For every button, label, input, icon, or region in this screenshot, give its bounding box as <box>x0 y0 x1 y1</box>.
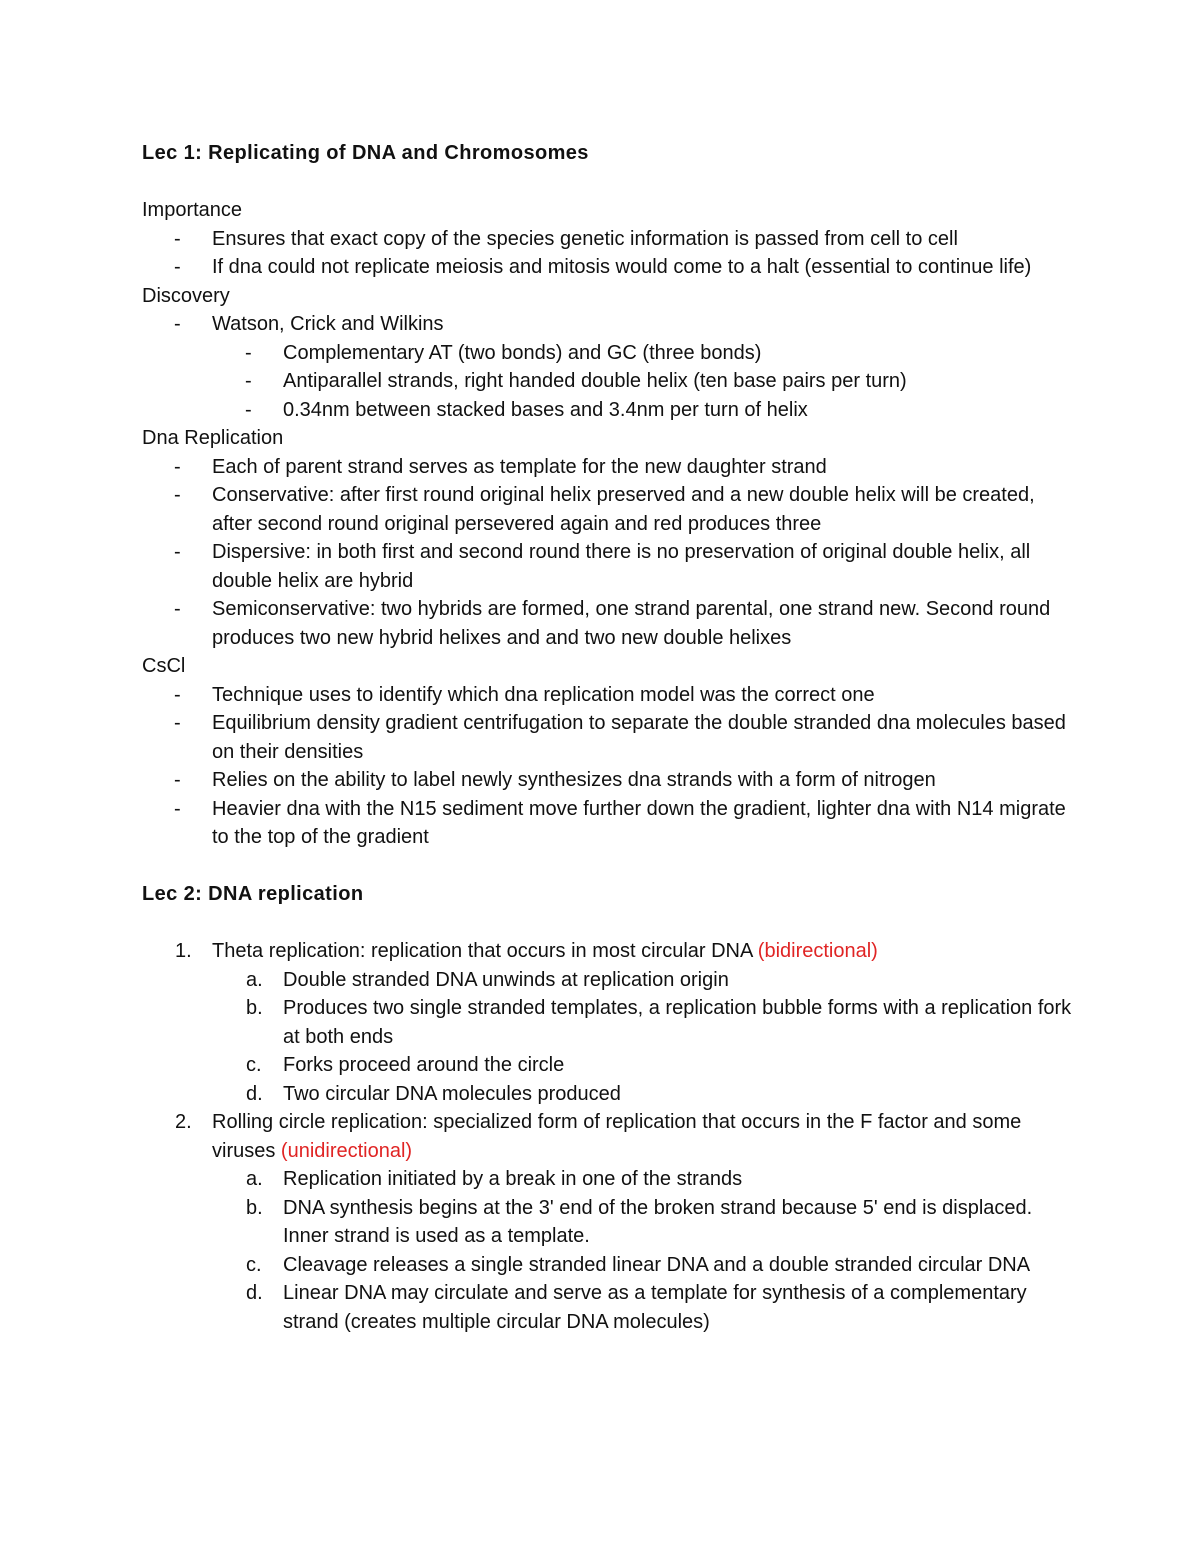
list-subitem <box>142 367 1072 396</box>
item-letter: b. <box>246 1196 263 1219</box>
dash-bullet: - <box>245 370 252 392</box>
dash-bullet: - <box>174 769 181 791</box>
section-dna-replication-title: Dna Replication <box>142 427 284 449</box>
list-item <box>142 253 1072 282</box>
dash-bullet: - <box>174 455 181 478</box>
list-subitem-text: Antiparallel strands, right handed double helix (ten base pairs per turn) <box>283 370 907 392</box>
dash-bullet: - <box>245 398 252 421</box>
item-letter: b. <box>246 997 263 1019</box>
blank-line <box>142 168 1072 197</box>
dash-bullet: - <box>174 598 181 620</box>
lettered-subitem-text: Double stranded DNA unwinds at replication origin <box>283 968 729 991</box>
list-item <box>142 225 1072 254</box>
document-content <box>142 139 1072 1336</box>
dash-bullet: - <box>174 227 181 250</box>
dash-bullet: - <box>245 341 252 364</box>
list-item <box>142 766 1072 795</box>
numbered-item-text: Theta replication: replication that occurs in most circular DNA <box>212 940 758 962</box>
dash-bullet: - <box>174 484 181 506</box>
lettered-subitem-text: Produces two single stranded templates, a replication bubble forms with a replication fork at both ends <box>283 997 1072 1048</box>
lettered-subitem <box>142 1251 1072 1280</box>
lettered-subitem <box>142 994 1072 1051</box>
numbered-item <box>142 1108 1072 1165</box>
section-cscl-title: CsCl <box>142 655 186 677</box>
list-item <box>142 453 1072 482</box>
lettered-subitem-text: Two circular DNA molecules produced <box>283 1082 621 1105</box>
list-item-text: Technique uses to identify which dna replication model was the correct one <box>212 683 875 706</box>
list-item-text: Watson, Crick and Wilkins <box>212 313 444 335</box>
list-item <box>142 538 1072 595</box>
dash-bullet: - <box>174 541 181 563</box>
list-item-text: If dna could not replicate meiosis and mitosis would come to a halt (essential to continue life) <box>212 256 1032 278</box>
lettered-subitem <box>142 966 1072 995</box>
lettered-subitem-text: Forks proceed around the circle <box>283 1054 565 1076</box>
dash-bullet: - <box>174 712 181 734</box>
dash-bullet: - <box>174 256 181 278</box>
dash-bullet: - <box>174 797 181 820</box>
lettered-subitem <box>142 1165 1072 1194</box>
list-item-text: Semiconservative: two hybrids are formed, one strand parental, one strand new. Second round produces two new hybrid helixes and and two new double helixes <box>212 598 1051 649</box>
lettered-subitem-text: DNA synthesis begins at the 3' end of the broken strand because 5' end is displaced. Inner strand is used as a template. <box>283 1196 1033 1247</box>
blank-line <box>142 909 1072 938</box>
item-letter: d. <box>246 1282 263 1304</box>
list-item <box>142 310 1072 339</box>
dash-bullet: - <box>174 313 181 335</box>
blank-line <box>142 852 1072 881</box>
list-item <box>142 681 1072 710</box>
item-letter: d. <box>246 1082 263 1105</box>
list-item-text: Dispersive: in both first and second round there is no preservation of original double helix, all double helix are hybrid <box>212 541 1031 592</box>
list-subitem-text: Complementary AT (two bonds) and GC (three bonds) <box>283 341 762 364</box>
list-item-text: Heavier dna with the N15 sediment move further down the gradient, lighter dna with N14 migrate to the top of the gradient <box>212 797 1066 848</box>
list-subitem <box>142 396 1072 425</box>
list-item-text: Each of parent strand serves as template for the new daughter strand <box>212 455 827 478</box>
lettered-subitem <box>142 1194 1072 1251</box>
lettered-subitem-text: Cleavage releases a single stranded linear DNA and a double stranded circular DNA <box>283 1253 1031 1276</box>
direction-highlight: (bidirectional) <box>757 940 878 962</box>
section-discovery-title: Discovery <box>142 284 230 307</box>
numbered-item <box>142 937 1072 966</box>
lettered-subitem-text: Linear DNA may circulate and serve as a template for synthesis of a complementary strand (creates multiple circular DNA molecules) <box>283 1282 1027 1333</box>
list-item <box>142 795 1072 852</box>
item-letter: a. <box>246 1168 263 1190</box>
item-letter: a. <box>246 968 263 991</box>
list-subitem-text: 0.34nm between stacked bases and 3.4nm per turn of helix <box>283 398 808 421</box>
lec1-heading: Lec 1: Replicating of DNA and Chromosomes <box>142 142 589 164</box>
list-item-text: Relies on the ability to label newly synthesizes dna strands with a form of nitrogen <box>212 769 936 791</box>
lettered-subitem-text: Replication initiated by a break in one of the strands <box>283 1168 743 1190</box>
list-item-text: Conservative: after first round original helix preserved and a new double helix will be created, after second round original persevered again and red produces three <box>212 484 1035 535</box>
direction-highlight: (unidirectional) <box>280 1139 413 1162</box>
list-item <box>142 481 1072 538</box>
lettered-subitem <box>142 1279 1072 1336</box>
section-importance-title: Importance <box>142 199 243 221</box>
item-letter: c. <box>246 1253 262 1276</box>
list-item <box>142 595 1072 652</box>
item-number: 1. <box>175 940 192 962</box>
lettered-subitem <box>142 1080 1072 1109</box>
lettered-subitem <box>142 1051 1072 1080</box>
item-letter: c. <box>246 1054 262 1076</box>
list-item-text: Equilibrium density gradient centrifugation to separate the double stranded dna molecules based on their densities <box>212 712 1066 763</box>
list-item-text: Ensures that exact copy of the species genetic information is passed from cell to cell <box>212 227 958 250</box>
dash-bullet: - <box>174 683 181 706</box>
list-subitem <box>142 339 1072 368</box>
lec2-heading: Lec 2: DNA replication <box>142 883 364 905</box>
list-item <box>142 709 1072 766</box>
item-number: 2. <box>175 1111 192 1133</box>
numbered-item-text: Rolling circle replication: specialized form of replication that occurs in the F factor and some viruses <box>212 1111 1022 1162</box>
